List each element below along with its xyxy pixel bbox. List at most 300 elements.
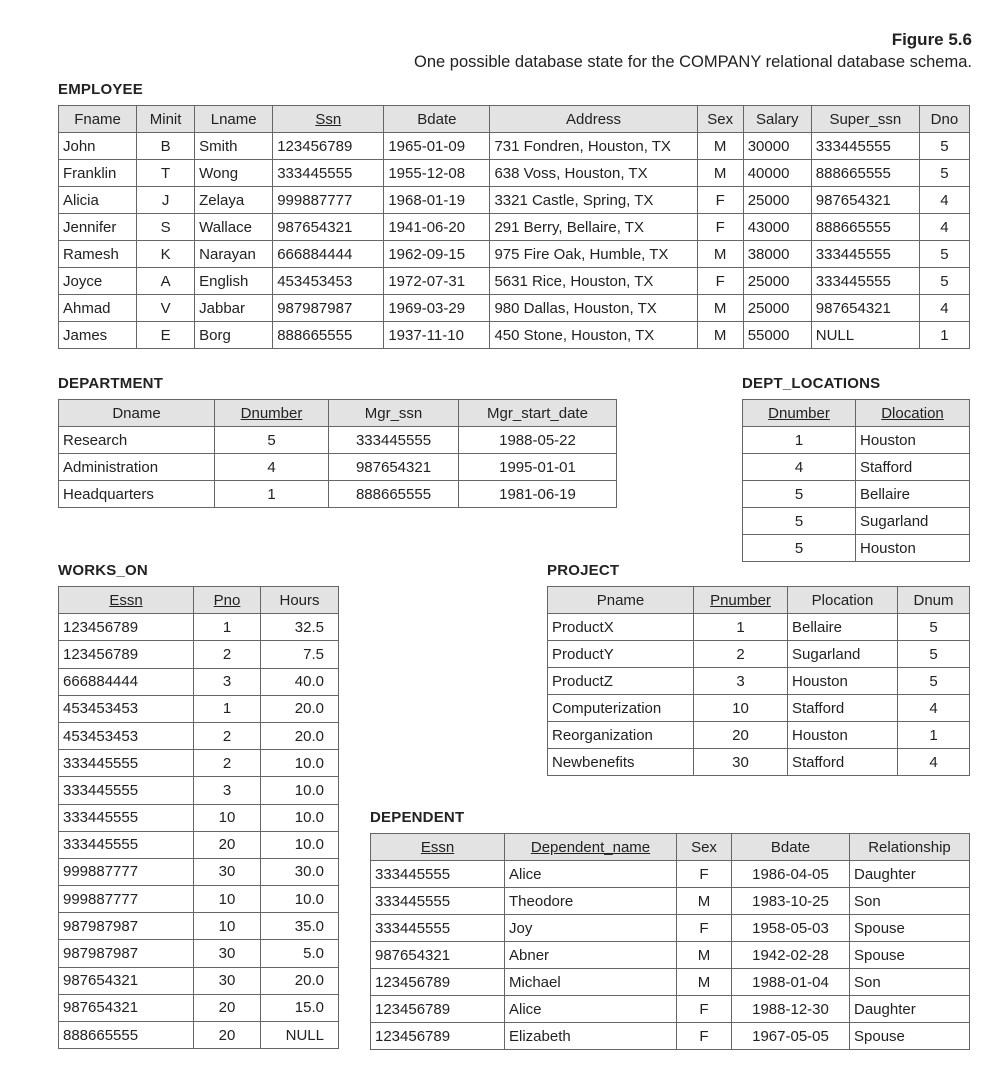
table-cell: 1968-01-19 (384, 187, 490, 214)
table-cell: Franklin (59, 160, 137, 187)
column-header (732, 834, 850, 861)
dependent-table (370, 833, 970, 1050)
table-cell: 1981-06-19 (459, 481, 617, 508)
table-cell: 25000 (743, 268, 811, 295)
table-cell: Stafford (788, 695, 898, 722)
table-cell: 3 (694, 668, 788, 695)
column-header-label: Mgr_ssn (364, 404, 423, 422)
table-cell: 3 (194, 668, 261, 695)
table-cell: Wallace (195, 214, 273, 241)
table-cell: Spouse (850, 942, 970, 969)
column-header (850, 834, 970, 861)
table-cell: 10.0 (261, 777, 339, 804)
table-cell: 123456789 (273, 133, 384, 160)
table-cell: Jennifer (59, 214, 137, 241)
table-row (59, 994, 339, 1021)
table-row (59, 858, 339, 885)
table-cell: Newbenefits (548, 749, 694, 776)
column-header (59, 587, 194, 614)
table-cell: 987654321 (59, 967, 194, 994)
table-cell: 2 (194, 641, 261, 668)
table-cell: 43000 (743, 214, 811, 241)
table-cell: 333445555 (371, 915, 505, 942)
table-row (59, 160, 970, 187)
table-cell: Alicia (59, 187, 137, 214)
column-header-label: Super_ssn (829, 110, 902, 128)
column-header (137, 106, 195, 133)
table-cell: 987654321 (59, 994, 194, 1021)
column-header-label: Essn (109, 591, 143, 609)
works-on-label: WORKS_ON (58, 562, 148, 579)
column-header-label: Minit (149, 110, 182, 128)
table-cell: 32.5 (261, 614, 339, 641)
table-cell: Elizabeth (505, 1023, 677, 1050)
table-cell: 10 (194, 913, 261, 940)
table-cell: Reorganization (548, 722, 694, 749)
table-cell: 4 (215, 454, 329, 481)
table-cell: 10 (694, 695, 788, 722)
table-cell: 888665555 (273, 322, 384, 349)
table-cell: 5631 Rice, Houston, TX (490, 268, 697, 295)
table-cell: 3321 Castle, Spring, TX (490, 187, 697, 214)
table-cell: 123456789 (371, 1023, 505, 1050)
table-cell: F (677, 915, 732, 942)
header-row (59, 106, 970, 133)
table-row (371, 888, 970, 915)
table-cell: 1983-10-25 (732, 888, 850, 915)
column-header-label: Bdate (770, 838, 811, 856)
table-cell: 453453453 (59, 695, 194, 722)
table-cell: Ahmad (59, 295, 137, 322)
column-header (697, 106, 743, 133)
table-cell: Stafford (856, 454, 970, 481)
column-header-label: Plocation (811, 591, 874, 609)
column-header (195, 106, 273, 133)
table-cell: Narayan (195, 241, 273, 268)
table-cell: Administration (59, 454, 215, 481)
dept-locations-table (742, 399, 970, 562)
table-row (743, 427, 970, 454)
table-cell: 333445555 (811, 268, 919, 295)
table-cell: T (137, 160, 195, 187)
column-header (459, 400, 617, 427)
table-cell: F (697, 214, 743, 241)
table-cell: 987654321 (329, 454, 459, 481)
table-cell: 20 (194, 994, 261, 1021)
table-row (59, 695, 339, 722)
table-cell: 5 (919, 241, 969, 268)
table-cell: 5 (898, 641, 970, 668)
table-cell: 987654321 (371, 942, 505, 969)
column-header-label: Dependent_name (530, 838, 651, 856)
table-cell: A (137, 268, 195, 295)
column-header (677, 834, 732, 861)
column-header (694, 587, 788, 614)
dependent-label: DEPENDENT (370, 809, 465, 826)
table-cell: 5 (743, 535, 856, 562)
table-cell: 1 (194, 695, 261, 722)
table-cell: ProductX (548, 614, 694, 641)
table-cell: 999887777 (59, 858, 194, 885)
table-cell: Ramesh (59, 241, 137, 268)
table-cell: 888665555 (811, 160, 919, 187)
table-cell: 333445555 (59, 750, 194, 777)
table-cell: 30 (194, 858, 261, 885)
table-cell: Borg (195, 322, 273, 349)
table-cell: 10 (194, 886, 261, 913)
table-cell: 1969-03-29 (384, 295, 490, 322)
table-row (59, 1022, 339, 1049)
column-header-label: Salary (755, 110, 799, 128)
column-header-label: Address (566, 110, 622, 128)
table-row (59, 722, 339, 749)
table-cell: 10.0 (261, 750, 339, 777)
table-cell: M (677, 969, 732, 996)
table-cell: Houston (856, 535, 970, 562)
table-cell: Daughter (850, 996, 970, 1023)
table-cell: 987987987 (273, 295, 384, 322)
table-cell: Daughter (850, 861, 970, 888)
table-cell: 20.0 (261, 722, 339, 749)
table-cell: 38000 (743, 241, 811, 268)
table-cell: 1958-05-03 (732, 915, 850, 942)
table-cell: 1988-12-30 (732, 996, 850, 1023)
table-cell: 20 (194, 1022, 261, 1049)
table-cell: 1 (215, 481, 329, 508)
table-cell: 453453453 (273, 268, 384, 295)
header-row (59, 400, 617, 427)
table-cell: 30 (194, 940, 261, 967)
table-cell: J (137, 187, 195, 214)
table-row (371, 942, 970, 969)
table-cell: 333445555 (811, 241, 919, 268)
table-cell: 4 (898, 695, 970, 722)
table-cell: F (697, 187, 743, 214)
table-row (548, 749, 970, 776)
table-row (59, 668, 339, 695)
table-cell: 5 (919, 268, 969, 295)
table-cell: F (697, 268, 743, 295)
table-cell: 5 (898, 614, 970, 641)
table-row (59, 454, 617, 481)
table-cell: 450 Stone, Houston, TX (490, 322, 697, 349)
table-row (59, 481, 617, 508)
header-row (59, 587, 339, 614)
column-header-label: Dnumber (768, 404, 830, 422)
table-cell: 1995-01-01 (459, 454, 617, 481)
column-header (898, 587, 970, 614)
column-header-label: Pnumber (710, 591, 771, 609)
table-row (59, 133, 970, 160)
table-cell: 5 (919, 133, 969, 160)
column-header (273, 106, 384, 133)
table-cell: F (677, 996, 732, 1023)
table-cell: 20 (694, 722, 788, 749)
column-header-label: Dnum (913, 591, 954, 609)
table-row (59, 187, 970, 214)
table-cell: 4 (919, 187, 969, 214)
table-cell: 123456789 (59, 614, 194, 641)
column-header (384, 106, 490, 133)
table-cell: NULL (811, 322, 919, 349)
table-cell: 10.0 (261, 804, 339, 831)
table-cell: 1955-12-08 (384, 160, 490, 187)
table-row (59, 641, 339, 668)
table-cell: 5 (919, 160, 969, 187)
table-cell: Headquarters (59, 481, 215, 508)
table-row (59, 777, 339, 804)
table-cell: 2 (194, 750, 261, 777)
table-cell: 10.0 (261, 831, 339, 858)
table-cell: 666884444 (273, 241, 384, 268)
column-header (215, 400, 329, 427)
table-cell: 1988-05-22 (459, 427, 617, 454)
table-row (59, 940, 339, 967)
table-row (548, 695, 970, 722)
table-cell: 638 Voss, Houston, TX (490, 160, 697, 187)
table-row (59, 831, 339, 858)
table-cell: M (697, 133, 743, 160)
table-cell: 1937-11-10 (384, 322, 490, 349)
table-cell: 10.0 (261, 886, 339, 913)
column-header (743, 400, 856, 427)
table-cell: Abner (505, 942, 677, 969)
employee-table (58, 105, 970, 349)
column-header-label: Mgr_start_date (487, 404, 588, 422)
table-cell: 999887777 (59, 886, 194, 913)
table-cell: 40.0 (261, 668, 339, 695)
table-cell: Smith (195, 133, 273, 160)
table-cell: 888665555 (59, 1022, 194, 1049)
table-cell: 987654321 (811, 187, 919, 214)
table-cell: B (137, 133, 195, 160)
table-cell: 123456789 (371, 969, 505, 996)
employee-label: EMPLOYEE (58, 81, 143, 98)
column-header (788, 587, 898, 614)
table-cell: M (697, 241, 743, 268)
table-cell: 987987987 (59, 940, 194, 967)
column-header (919, 106, 969, 133)
table-cell: 1942-02-28 (732, 942, 850, 969)
department-label: DEPARTMENT (58, 375, 164, 392)
table-cell: 2 (194, 722, 261, 749)
table-cell: M (677, 942, 732, 969)
column-header (811, 106, 919, 133)
table-row (59, 427, 617, 454)
column-header-label: Sex (691, 838, 717, 856)
table-cell: 3 (194, 777, 261, 804)
table-cell: 333445555 (371, 861, 505, 888)
table-cell: Michael (505, 969, 677, 996)
table-cell: 1972-07-31 (384, 268, 490, 295)
table-cell: 1967-05-05 (732, 1023, 850, 1050)
table-cell: F (677, 1023, 732, 1050)
table-cell: Houston (856, 427, 970, 454)
table-cell: 5 (743, 508, 856, 535)
table-cell: 5.0 (261, 940, 339, 967)
table-cell: Zelaya (195, 187, 273, 214)
table-cell: English (195, 268, 273, 295)
table-cell: 731 Fondren, Houston, TX (490, 133, 697, 160)
column-header-label: Bdate (417, 110, 457, 128)
table-cell: John (59, 133, 137, 160)
works-on-table (58, 586, 339, 1049)
column-header-label: Dlocation (881, 404, 944, 422)
column-header-label: Lname (210, 110, 257, 128)
column-header (59, 400, 215, 427)
table-row (59, 614, 339, 641)
project-table (547, 586, 970, 776)
table-cell: 333445555 (59, 831, 194, 858)
project-label: PROJECT (547, 562, 620, 579)
table-cell: 30 (694, 749, 788, 776)
table-cell: 333445555 (273, 160, 384, 187)
table-row (548, 668, 970, 695)
table-cell: Sugarland (788, 641, 898, 668)
table-cell: V (137, 295, 195, 322)
table-cell: 987654321 (811, 295, 919, 322)
table-cell: 25000 (743, 187, 811, 214)
table-row (59, 268, 970, 295)
table-cell: 987654321 (273, 214, 384, 241)
table-cell: 987987987 (59, 913, 194, 940)
table-cell: 1986-04-05 (732, 861, 850, 888)
table-cell: 30.0 (261, 858, 339, 885)
table-row (743, 535, 970, 562)
table-row (59, 750, 339, 777)
table-cell: Son (850, 888, 970, 915)
table-row (743, 508, 970, 535)
column-header (261, 587, 339, 614)
table-cell: 1 (743, 427, 856, 454)
table-cell: 333445555 (329, 427, 459, 454)
table-cell: 1 (898, 722, 970, 749)
header-row (371, 834, 970, 861)
table-cell: 15.0 (261, 994, 339, 1021)
table-row (548, 641, 970, 668)
table-cell: 5 (743, 481, 856, 508)
table-cell: 1941-06-20 (384, 214, 490, 241)
table-cell: ProductY (548, 641, 694, 668)
column-header-label: Hours (279, 591, 320, 609)
table-row (548, 722, 970, 749)
table-cell: M (677, 888, 732, 915)
table-cell: M (697, 160, 743, 187)
table-row (371, 861, 970, 888)
table-cell: Son (850, 969, 970, 996)
table-cell: Alice (505, 996, 677, 1023)
column-header (856, 400, 970, 427)
column-header (743, 106, 811, 133)
table-cell: 2 (694, 641, 788, 668)
table-cell: 975 Fire Oak, Humble, TX (490, 241, 697, 268)
table-cell: F (677, 861, 732, 888)
table-cell: 1965-01-09 (384, 133, 490, 160)
column-header-label: Dno (930, 110, 959, 128)
table-cell: Theodore (505, 888, 677, 915)
table-row (59, 886, 339, 913)
dept-locations-label: DEPT_LOCATIONS (742, 375, 881, 392)
table-row (59, 913, 339, 940)
table-cell: 4 (919, 295, 969, 322)
table-cell: K (137, 241, 195, 268)
table-cell: Sugarland (856, 508, 970, 535)
table-cell: 20.0 (261, 695, 339, 722)
table-cell: Spouse (850, 915, 970, 942)
department-table (58, 399, 617, 508)
header-row (548, 587, 970, 614)
table-cell: 1 (694, 614, 788, 641)
table-cell: 5 (215, 427, 329, 454)
table-row (59, 241, 970, 268)
table-row (743, 481, 970, 508)
table-cell: Joy (505, 915, 677, 942)
table-cell: Spouse (850, 1023, 970, 1050)
column-header-label: Ssn (315, 110, 342, 128)
table-cell: M (697, 322, 743, 349)
table-cell: 30 (194, 967, 261, 994)
table-row (59, 804, 339, 831)
table-cell: 30000 (743, 133, 811, 160)
table-row (59, 967, 339, 994)
table-cell: M (697, 295, 743, 322)
table-cell: Jabbar (195, 295, 273, 322)
header-row (743, 400, 970, 427)
table-cell: 20 (194, 831, 261, 858)
table-cell: 25000 (743, 295, 811, 322)
table-row (371, 969, 970, 996)
column-header-label: Sex (707, 110, 734, 128)
table-cell: 333445555 (811, 133, 919, 160)
table-cell: 4 (919, 214, 969, 241)
table-cell: Bellaire (788, 614, 898, 641)
table-cell: 333445555 (371, 888, 505, 915)
table-cell: Stafford (788, 749, 898, 776)
table-cell: Alice (505, 861, 677, 888)
table-cell: Houston (788, 722, 898, 749)
table-cell: 35.0 (261, 913, 339, 940)
figure-title: Figure 5.6 (891, 30, 972, 49)
column-header (548, 587, 694, 614)
table-cell: 1988-01-04 (732, 969, 850, 996)
table-cell: James (59, 322, 137, 349)
column-header (490, 106, 697, 133)
table-cell: 123456789 (59, 641, 194, 668)
table-cell: 4 (898, 749, 970, 776)
table-cell: 20.0 (261, 967, 339, 994)
table-row (371, 996, 970, 1023)
table-cell: 333445555 (59, 777, 194, 804)
table-cell: Joyce (59, 268, 137, 295)
table-cell: 40000 (743, 160, 811, 187)
table-cell: Research (59, 427, 215, 454)
column-header (329, 400, 459, 427)
table-cell: 999887777 (273, 187, 384, 214)
table-cell: 333445555 (59, 804, 194, 831)
column-header (194, 587, 261, 614)
table-cell: 1962-09-15 (384, 241, 490, 268)
table-cell: 666884444 (59, 668, 194, 695)
column-header (59, 106, 137, 133)
table-cell: ProductZ (548, 668, 694, 695)
table-cell: 123456789 (371, 996, 505, 1023)
table-row (743, 454, 970, 481)
figure-caption: One possible database state for the COMPANY relational database schema. (414, 53, 972, 71)
table-cell: 1 (919, 322, 969, 349)
table-cell: 1 (194, 614, 261, 641)
table-row (59, 322, 970, 349)
table-row (371, 915, 970, 942)
